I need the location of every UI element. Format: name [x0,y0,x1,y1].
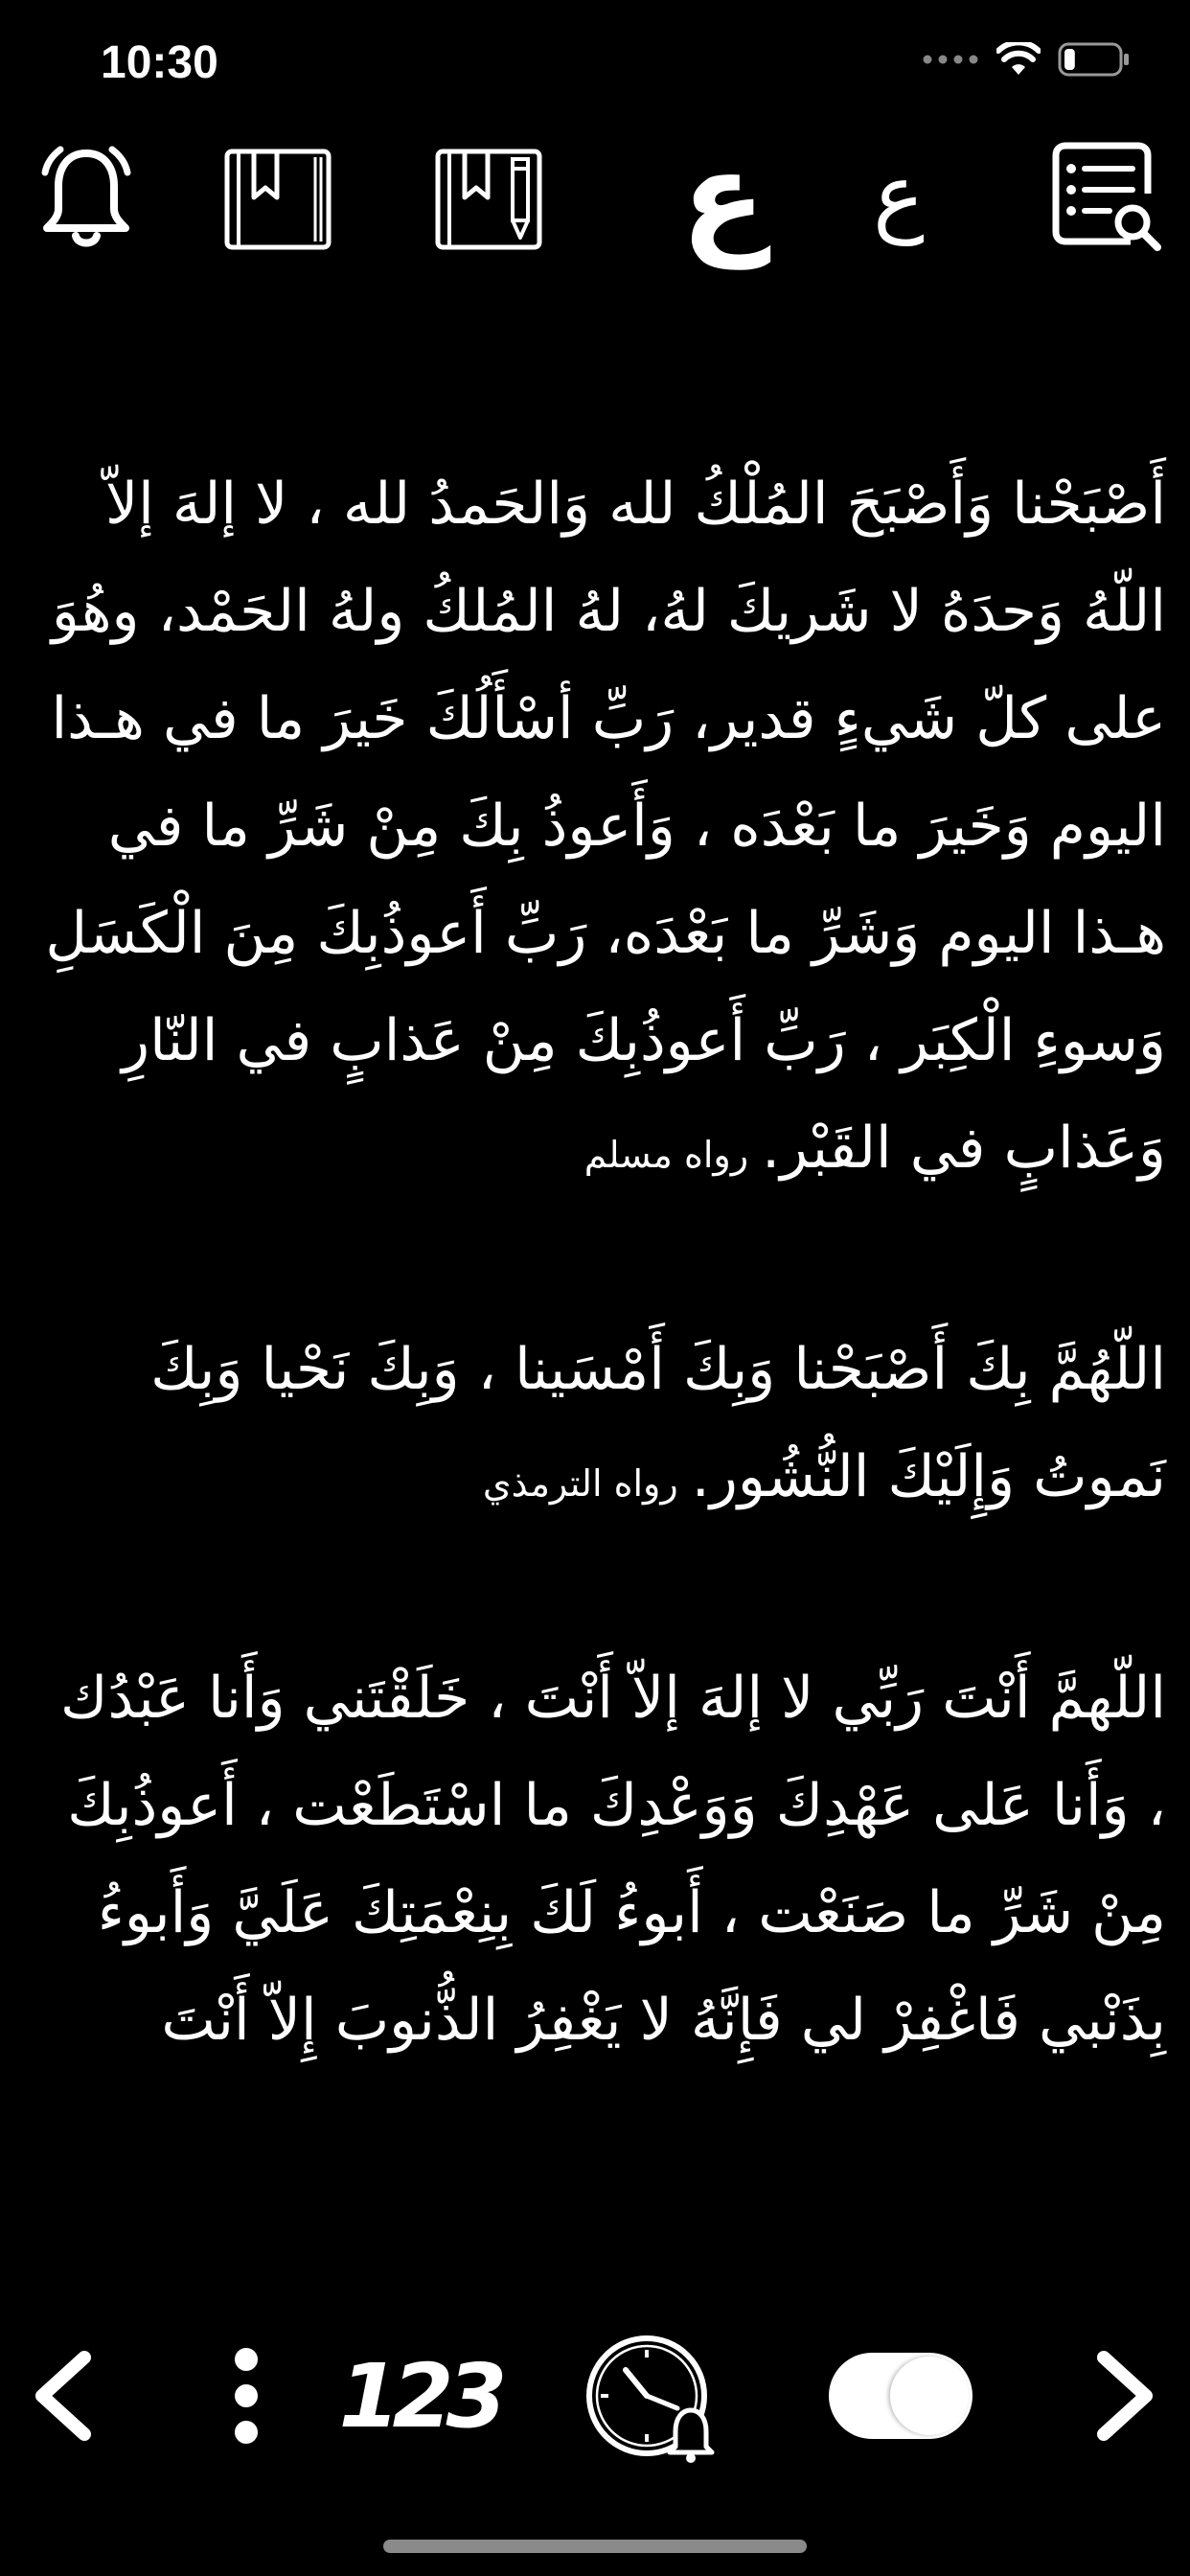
more-options-button[interactable] [213,2324,280,2468]
font-small-label: ع [873,146,925,246]
dua-source: رواه مسلم [584,1134,749,1176]
clock-alarm-button[interactable] [575,2324,728,2468]
status-icons [922,42,1131,77]
dua-text: اللّهمَّ أَنْتَ رَبِّي لا إلهَ إلاّ أَنْتَ ، خَلَقْتَني وَأَنا عَبْدُك ، وَأَنا عَلى عَهْدِكَ وَوَعْدِكَ ما اسْتَطَعْت ، أَعوذُبِكَ مِنْ شَرِّ ما صَنَعْت ، أَبوءُ لَكَ بِنِعْمَتِكَ عَلَيَّ وَأَبوءُ بِذَنْبي فَاغْفِرْ لي فَإِنَّهُ لا يَغْفِرُ الذُّنوبَ إِلاّ أَنْتَ [60,1665,1166,2054]
toggle-track [829,2353,973,2439]
battery-low-icon [1058,42,1131,77]
chevron-left-icon [29,2348,96,2444]
dua-paragraph [24,1316,1166,1537]
dua-paragraph [24,450,1166,1208]
bookmark-edit-icon [426,134,551,259]
clock-alarm-icon [580,2324,723,2468]
dua-content [24,450,1166,2074]
dua-text: أَصْبَحْنا وَأَصْبَحَ المُلْكُ لله وَالحَمدُ لله ، لا إلهَ إلاّ اللّهُ وَحدَهُ لا شَريكَ لهُ، لهُ المُلكُ ولهُ الحَمْد، وهُوَ على كلّ شَيءٍ قدير، رَبِّ أسْأَلُكَ خَيرَ ما في هـذا اليوم وَخَيرَ ما بَعْدَه ، وَأَعوذُ بِكَ مِنْ شَرِّ ما في هـذا اليوم وَشَرِّ ما بَعْدَه، رَبِّ أَعوذُبِكَ مِنَ الْكَسَلِ وَسوءِ الْكِبَر ، رَبِّ أَعوذُبِكَ مِنْ عَذابٍ في النّارِ وَعَذابٍ في القَبْر. [45,471,1166,1182]
wifi-icon [996,42,1041,77]
chevron-right-icon [1092,2348,1159,2444]
status-bar [0,0,1190,125]
bottom-bar [0,2324,1190,2468]
bookmark-book-icon [216,134,340,259]
dua-source: رواه الترمذي [482,1462,678,1505]
toolbar [0,124,1190,269]
bookmarks-button[interactable] [211,129,345,264]
next-button[interactable] [1083,2324,1169,2468]
font-increase-button[interactable] [656,124,790,269]
signal-dots-icon [922,54,979,65]
font-large-label: ع [680,124,767,269]
dua-paragraph [24,1644,1166,2074]
font-decrease-button[interactable] [832,129,966,264]
home-indicator[interactable] [383,2540,807,2553]
status-time: 10:30 [101,37,218,88]
bookmark-edit-button[interactable] [422,129,556,264]
toggle-knob [890,2357,969,2435]
search-list-icon [1044,134,1169,259]
dua-text: اللّهُمَّ بِكَ أَصْبَحْنا وَبِكَ أَمْسَينا ، وَبِكَ نَحْيا وَبِكَ نَموتُ وَإِلَيْكَ النُّشُور. [150,1336,1166,1510]
display-toggle[interactable] [829,2324,973,2468]
search-list-button[interactable] [1040,129,1174,264]
vertical-dots-icon [227,2343,265,2449]
bell-icon [24,134,149,259]
counter-button[interactable] [331,2324,508,2468]
previous-button[interactable] [19,2324,105,2468]
notifications-button[interactable] [19,129,153,264]
numbers-label: 123 [338,2344,500,2448]
